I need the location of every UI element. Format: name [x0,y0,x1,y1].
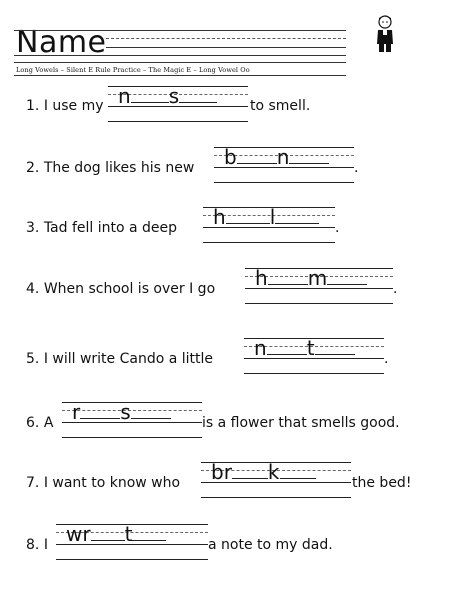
question-1 [26,98,104,114]
answer-blank-4[interactable]: h m [245,268,393,304]
question-8: 8. I [26,537,48,553]
subtitle-rule-bottom [14,75,346,76]
answer-blank-5[interactable]: n t [244,338,384,374]
answer-blank-6[interactable]: r s [62,402,202,438]
worksheet-subtitle: Long Vowels – Silent E Rule Practice – The Magic E – Long Vowel Oo [16,66,250,74]
answer-blank-3[interactable]: h l [203,207,335,243]
name-line-base [106,47,346,48]
question-number: 1. [26,98,40,114]
question-7: 7. I want to know who [26,475,181,491]
answer-blank-7[interactable]: br k [201,462,351,498]
answer-blank-8[interactable]: wr t [56,524,208,560]
name-line-mid [106,38,346,39]
question-text-before: I use my [43,98,104,114]
name-line-bottom [14,55,346,56]
question-4: 4. When school is over I go [26,281,216,297]
question-text-after: to smell. [250,98,311,114]
question-6: 6. A [26,415,54,431]
question-5: 5. I will write Cando a little [26,351,214,367]
question-2: 2. The dog likes his new [26,160,195,176]
page-title: Name [16,25,107,60]
question-3: 3. Tad fell into a deep [26,220,178,236]
subtitle-rule-top [14,62,346,63]
boy-icon [374,14,396,54]
answer-blank-1[interactable]: n s [108,86,248,122]
name-line-top [14,30,346,31]
answer-blank-2[interactable]: b n [214,147,354,183]
